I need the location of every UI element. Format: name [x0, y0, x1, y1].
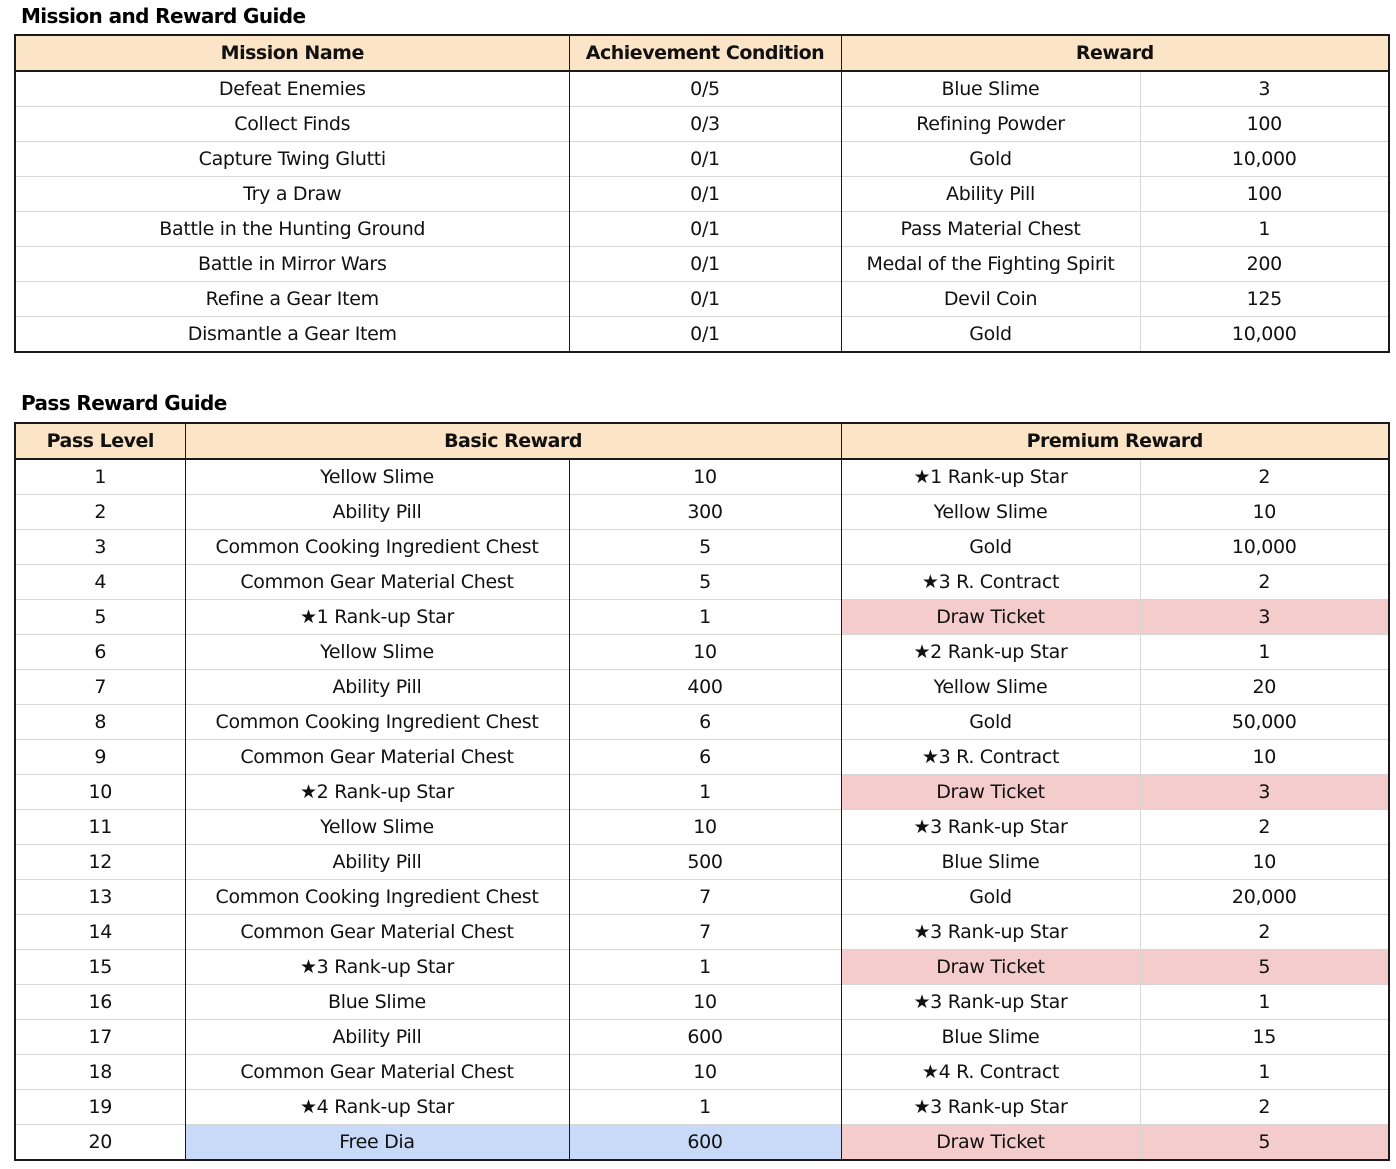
pass-level-cell: 11 — [15, 810, 185, 845]
premium-reward-item-cell: Gold — [841, 880, 1140, 915]
reward-quantity-cell: 10,000 — [1140, 142, 1389, 177]
pass-level-row — [15, 1020, 1389, 1055]
pass-level-row — [15, 950, 1389, 985]
premium-reward-quantity-cell: 15 — [1140, 1020, 1389, 1055]
pass-guide-title: Pass Reward Guide — [21, 391, 227, 415]
basic-reward-header: Basic Reward — [185, 423, 841, 459]
premium-reward-item-cell: Gold — [841, 705, 1140, 740]
pass-level-cell: 12 — [15, 845, 185, 880]
premium-reward-item-cell: Gold — [841, 530, 1140, 565]
pass-level-row — [15, 1090, 1389, 1125]
pass-level-row — [15, 1055, 1389, 1090]
mission-table-body — [15, 71, 1389, 352]
pass-level-row — [15, 565, 1389, 600]
reward-item-cell: Gold — [841, 317, 1140, 353]
mission-row — [15, 177, 1389, 212]
premium-reward-item-cell: Yellow Slime — [841, 670, 1140, 705]
mission-name-cell: Try a Draw — [15, 177, 569, 212]
achievement-condition-cell: 0/1 — [569, 177, 841, 212]
pass-level-cell: 7 — [15, 670, 185, 705]
premium-reward-quantity-cell: 5 — [1140, 950, 1389, 985]
achievement-condition-cell: 0/5 — [569, 71, 841, 107]
premium-reward-item-cell: ★3 Rank-up Star — [841, 985, 1140, 1020]
reward-header: Reward — [841, 35, 1389, 71]
pass-level-cell: 18 — [15, 1055, 185, 1090]
pass-level-row — [15, 495, 1389, 530]
mission-row — [15, 212, 1389, 247]
premium-reward-quantity-cell: 2 — [1140, 565, 1389, 600]
premium-reward-item-cell: Draw Ticket — [841, 600, 1140, 635]
reward-quantity-cell: 100 — [1140, 107, 1389, 142]
mission-name-cell: Dismantle a Gear Item — [15, 317, 569, 353]
achievement-condition-cell: 0/3 — [569, 107, 841, 142]
basic-reward-item-cell: Common Cooking Ingredient Chest — [185, 530, 569, 565]
pass-table-body — [15, 459, 1389, 1160]
basic-reward-quantity-cell: 400 — [569, 670, 841, 705]
premium-reward-quantity-cell: 10 — [1140, 495, 1389, 530]
premium-reward-header: Premium Reward — [841, 423, 1389, 459]
pass-level-row — [15, 915, 1389, 950]
reward-quantity-cell: 125 — [1140, 282, 1389, 317]
premium-reward-item-cell: ★3 R. Contract — [841, 565, 1140, 600]
premium-reward-item-cell: ★2 Rank-up Star — [841, 635, 1140, 670]
premium-reward-quantity-cell: 50,000 — [1140, 705, 1389, 740]
premium-reward-quantity-cell: 5 — [1140, 1125, 1389, 1161]
basic-reward-item-cell: ★2 Rank-up Star — [185, 775, 569, 810]
pass-level-row — [15, 530, 1389, 565]
pass-level-row — [15, 459, 1389, 495]
pass-level-row — [15, 845, 1389, 880]
pass-level-row — [15, 775, 1389, 810]
basic-reward-quantity-cell: 5 — [569, 530, 841, 565]
premium-reward-item-cell: ★3 R. Contract — [841, 740, 1140, 775]
pass-level-cell: 5 — [15, 600, 185, 635]
premium-reward-item-cell: ★3 Rank-up Star — [841, 1090, 1140, 1125]
reward-quantity-cell: 10,000 — [1140, 317, 1389, 353]
basic-reward-quantity-cell: 10 — [569, 635, 841, 670]
premium-reward-item-cell: Draw Ticket — [841, 775, 1140, 810]
pass-level-row — [15, 600, 1389, 635]
basic-reward-item-cell: ★4 Rank-up Star — [185, 1090, 569, 1125]
mission-row — [15, 71, 1389, 107]
pass-level-cell: 2 — [15, 495, 185, 530]
reward-item-cell: Pass Material Chest — [841, 212, 1140, 247]
reward-item-cell: Medal of the Fighting Spirit — [841, 247, 1140, 282]
pass-level-row — [15, 635, 1389, 670]
premium-reward-quantity-cell: 3 — [1140, 600, 1389, 635]
premium-reward-quantity-cell: 2 — [1140, 915, 1389, 950]
premium-reward-quantity-cell: 10 — [1140, 845, 1389, 880]
reward-item-cell: Ability Pill — [841, 177, 1140, 212]
pass-reward-table — [14, 422, 1390, 1161]
basic-reward-item-cell: Ability Pill — [185, 670, 569, 705]
basic-reward-item-cell: Common Cooking Ingredient Chest — [185, 705, 569, 740]
achievement-condition-cell: 0/1 — [569, 212, 841, 247]
premium-reward-quantity-cell: 20 — [1140, 670, 1389, 705]
mission-name-cell: Battle in the Hunting Ground — [15, 212, 569, 247]
mission-name-cell: Capture Twing Glutti — [15, 142, 569, 177]
premium-reward-quantity-cell: 2 — [1140, 459, 1389, 495]
premium-reward-item-cell: Blue Slime — [841, 1020, 1140, 1055]
mission-name-cell: Refine a Gear Item — [15, 282, 569, 317]
mission-row — [15, 142, 1389, 177]
premium-reward-quantity-cell: 1 — [1140, 1055, 1389, 1090]
achievement-condition-cell: 0/1 — [569, 142, 841, 177]
pass-level-cell: 1 — [15, 459, 185, 495]
basic-reward-quantity-cell: 5 — [569, 565, 841, 600]
basic-reward-quantity-cell: 10 — [569, 810, 841, 845]
premium-reward-quantity-cell: 3 — [1140, 775, 1389, 810]
achievement-condition-cell: 0/1 — [569, 247, 841, 282]
basic-reward-item-cell: ★1 Rank-up Star — [185, 600, 569, 635]
basic-reward-quantity-cell: 1 — [569, 600, 841, 635]
basic-reward-quantity-cell: 500 — [569, 845, 841, 880]
pass-level-row — [15, 705, 1389, 740]
pass-level-cell: 3 — [15, 530, 185, 565]
basic-reward-item-cell: Common Gear Material Chest — [185, 915, 569, 950]
basic-reward-quantity-cell: 10 — [569, 459, 841, 495]
mission-name-cell: Defeat Enemies — [15, 71, 569, 107]
premium-reward-quantity-cell: 2 — [1140, 1090, 1389, 1125]
premium-reward-quantity-cell: 2 — [1140, 810, 1389, 845]
premium-reward-item-cell: Yellow Slime — [841, 495, 1140, 530]
premium-reward-item-cell: Blue Slime — [841, 845, 1140, 880]
reward-quantity-cell: 1 — [1140, 212, 1389, 247]
basic-reward-item-cell: Common Cooking Ingredient Chest — [185, 880, 569, 915]
basic-reward-quantity-cell: 6 — [569, 740, 841, 775]
mission-table-header-row — [15, 35, 1389, 71]
achievement-condition-cell: 0/1 — [569, 317, 841, 353]
premium-reward-quantity-cell: 10,000 — [1140, 530, 1389, 565]
achievement-condition-header: Achievement Condition — [569, 35, 841, 71]
pass-level-cell: 16 — [15, 985, 185, 1020]
basic-reward-quantity-cell: 10 — [569, 985, 841, 1020]
basic-reward-quantity-cell: 300 — [569, 495, 841, 530]
basic-reward-item-cell: Yellow Slime — [185, 810, 569, 845]
premium-reward-quantity-cell: 20,000 — [1140, 880, 1389, 915]
basic-reward-item-cell: Yellow Slime — [185, 635, 569, 670]
pass-level-cell: 8 — [15, 705, 185, 740]
basic-reward-quantity-cell: 1 — [569, 950, 841, 985]
mission-guide-title: Mission and Reward Guide — [21, 4, 306, 28]
pass-level-cell: 17 — [15, 1020, 185, 1055]
reward-item-cell: Devil Coin — [841, 282, 1140, 317]
mission-reward-table — [14, 34, 1390, 353]
premium-reward-quantity-cell: 1 — [1140, 985, 1389, 1020]
pass-level-row — [15, 670, 1389, 705]
mission-row — [15, 247, 1389, 282]
basic-reward-quantity-cell: 1 — [569, 775, 841, 810]
pass-level-row — [15, 740, 1389, 775]
premium-reward-item-cell: Draw Ticket — [841, 950, 1140, 985]
pass-level-row — [15, 810, 1389, 845]
pass-level-cell: 20 — [15, 1125, 185, 1161]
mission-row — [15, 317, 1389, 353]
basic-reward-quantity-cell: 600 — [569, 1020, 841, 1055]
basic-reward-item-cell: Yellow Slime — [185, 459, 569, 495]
basic-reward-item-cell: Common Gear Material Chest — [185, 565, 569, 600]
reward-quantity-cell: 100 — [1140, 177, 1389, 212]
basic-reward-quantity-cell: 6 — [569, 705, 841, 740]
pass-level-cell: 9 — [15, 740, 185, 775]
pass-level-row — [15, 1125, 1389, 1161]
basic-reward-item-cell: Common Gear Material Chest — [185, 740, 569, 775]
reward-item-cell: Blue Slime — [841, 71, 1140, 107]
basic-reward-item-cell: Free Dia — [185, 1125, 569, 1161]
basic-reward-item-cell: Blue Slime — [185, 985, 569, 1020]
mission-name-cell: Battle in Mirror Wars — [15, 247, 569, 282]
pass-level-row — [15, 985, 1389, 1020]
pass-level-cell: 13 — [15, 880, 185, 915]
basic-reward-item-cell: ★3 Rank-up Star — [185, 950, 569, 985]
pass-level-row — [15, 880, 1389, 915]
basic-reward-quantity-cell: 10 — [569, 1055, 841, 1090]
pass-level-cell: 19 — [15, 1090, 185, 1125]
premium-reward-item-cell: Draw Ticket — [841, 1125, 1140, 1161]
pass-level-cell: 4 — [15, 565, 185, 600]
premium-reward-item-cell: ★1 Rank-up Star — [841, 459, 1140, 495]
achievement-condition-cell: 0/1 — [569, 282, 841, 317]
pass-level-cell: 10 — [15, 775, 185, 810]
basic-reward-quantity-cell: 7 — [569, 880, 841, 915]
premium-reward-item-cell: ★3 Rank-up Star — [841, 810, 1140, 845]
basic-reward-item-cell: Ability Pill — [185, 495, 569, 530]
premium-reward-item-cell: ★3 Rank-up Star — [841, 915, 1140, 950]
reward-quantity-cell: 3 — [1140, 71, 1389, 107]
mission-row — [15, 282, 1389, 317]
basic-reward-item-cell: Common Gear Material Chest — [185, 1055, 569, 1090]
mission-name-header: Mission Name — [15, 35, 569, 71]
reward-item-cell: Refining Powder — [841, 107, 1140, 142]
reward-quantity-cell: 200 — [1140, 247, 1389, 282]
basic-reward-quantity-cell: 1 — [569, 1090, 841, 1125]
pass-level-header: Pass Level — [15, 423, 185, 459]
basic-reward-quantity-cell: 600 — [569, 1125, 841, 1161]
basic-reward-quantity-cell: 7 — [569, 915, 841, 950]
premium-reward-quantity-cell: 10 — [1140, 740, 1389, 775]
basic-reward-item-cell: Ability Pill — [185, 845, 569, 880]
mission-name-cell: Collect Finds — [15, 107, 569, 142]
pass-level-cell: 6 — [15, 635, 185, 670]
premium-reward-quantity-cell: 1 — [1140, 635, 1389, 670]
pass-table-header-row — [15, 423, 1389, 459]
premium-reward-item-cell: ★4 R. Contract — [841, 1055, 1140, 1090]
basic-reward-item-cell: Ability Pill — [185, 1020, 569, 1055]
mission-row — [15, 107, 1389, 142]
pass-level-cell: 14 — [15, 915, 185, 950]
reward-item-cell: Gold — [841, 142, 1140, 177]
pass-level-cell: 15 — [15, 950, 185, 985]
